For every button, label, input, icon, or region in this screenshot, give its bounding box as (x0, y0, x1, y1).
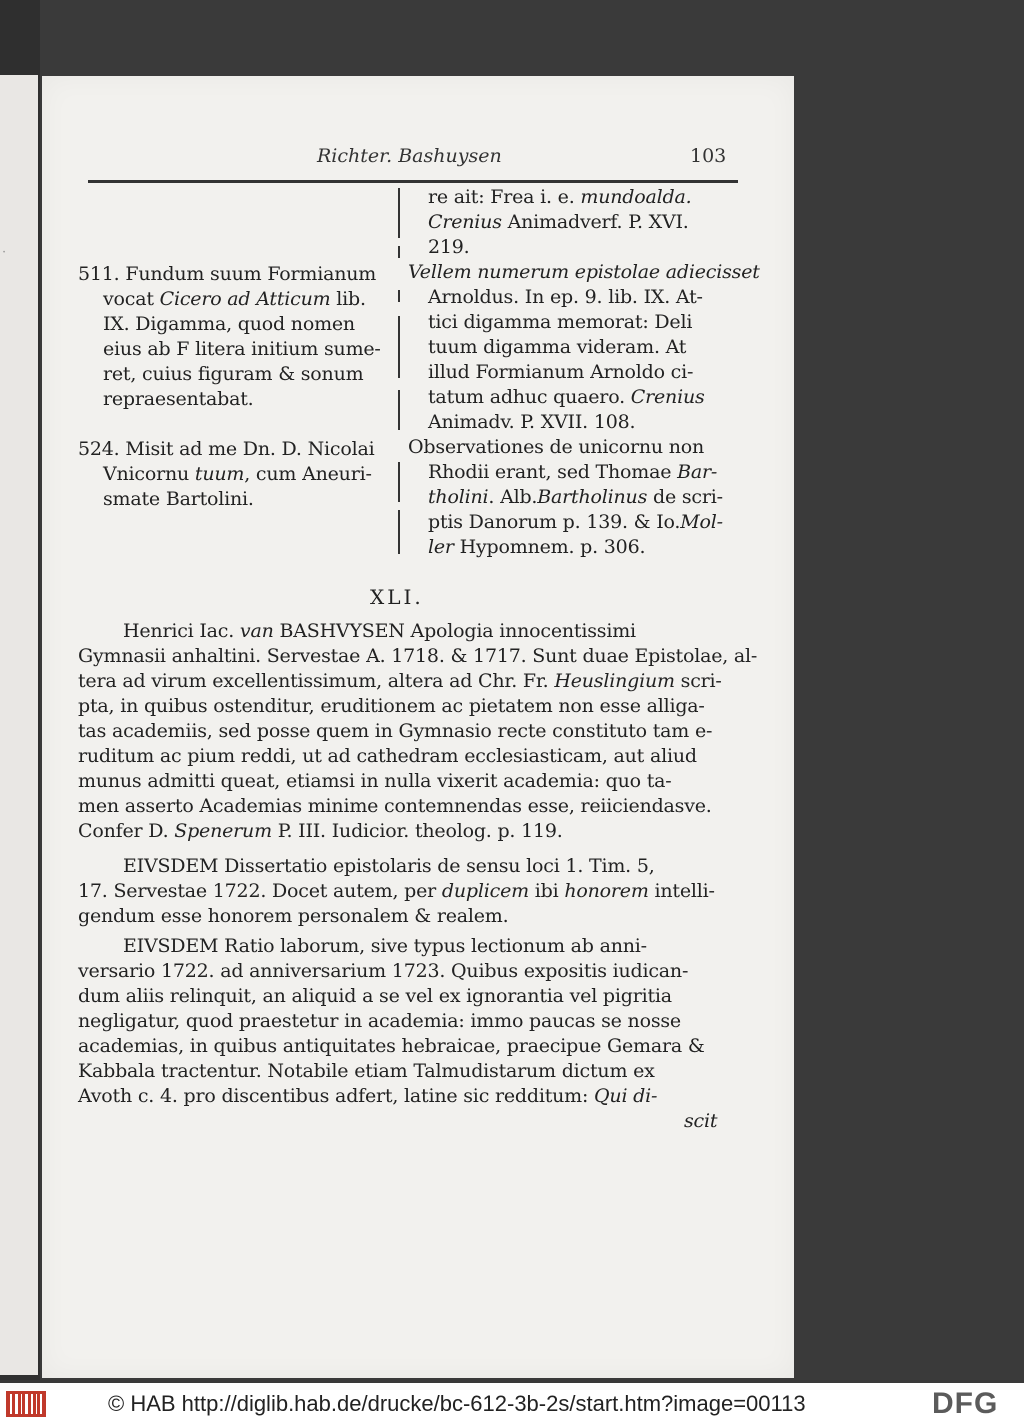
body-line: negligatur, quod praestetur in academia: immo paucas se nosse (78, 1010, 681, 1032)
note-524-line: Vnicornu tuum, cum Aneuri- (103, 463, 372, 485)
body-line: pta, in quibus ostenditur, eruditionem ac pietatem non esse alliga- (78, 695, 705, 717)
body-line: Avoth c. 4. pro discentibus adfert, latine sic redditum: Qui di- (78, 1085, 658, 1107)
header-rule (88, 180, 738, 183)
annotation-line: Animadv. P. XVII. 108. (428, 411, 636, 433)
annotation-line: tatum adhuc quaero. Crenius (428, 386, 705, 408)
annotation-line: ler Hypomnem. p. 306. (428, 536, 646, 558)
body-line: versario 1722. ad anniversarium 1723. Quibus expositis iudican- (78, 960, 689, 982)
note-511-line: repraesentabat. (103, 388, 254, 410)
note-524-line: 524. Misit ad me Dn. D. Nicolai (78, 438, 375, 460)
running-title: Richter. Bashuysen (317, 145, 502, 167)
note-511-line: 511. Fundum suum Formianum (78, 263, 377, 285)
body-line: Kabbala tractentur. Notabile etiam Talmudistarum dictum ex (78, 1060, 655, 1082)
annotation-line: 219. (428, 236, 470, 258)
body-line: dum aliis relinquit, an aliquid a se vel ex ignorantia vel pigritia (78, 985, 672, 1007)
column-divider (398, 188, 400, 238)
body-line: EIVSDEM Dissertatio epistolaris de sensu loci 1. Tim. 5, (123, 855, 655, 877)
column-divider (398, 510, 400, 554)
body-line: gendum esse honorem personalem & realem. (78, 905, 509, 927)
note-524-line: smate Bartolini. (103, 488, 254, 510)
annotation-line: ptis Danorum p. 139. & Io.Mol- (428, 511, 723, 533)
annotation-line: tici digamma memorat: Deli (428, 311, 693, 333)
column-divider (398, 290, 400, 302)
body-line: Confer D. Spenerum P. III. Iudicior. theolog. p. 119. (78, 820, 563, 842)
viewer-footer (0, 1383, 1024, 1425)
annotation-line: Crenius Animadverf. P. XVI. (428, 211, 689, 233)
annotation-line: Observationes de unicornu non (408, 436, 705, 458)
note-511-line: ret, cuius figuram & sonum (103, 363, 364, 385)
body-line: ruditum ac pium reddi, ut ad cathedram ecclesiasticam, aut aliud (78, 745, 697, 767)
annotation-line: illud Formianum Arnoldo ci- (428, 361, 694, 383)
adjacent-page-edge: · (0, 75, 38, 1375)
section-heading: XLI. (370, 585, 424, 609)
note-511-line: vocat Cicero ad Atticum lib. (103, 288, 366, 310)
annotation-line: Arnoldus. In ep. 9. lib. IX. At- (428, 286, 703, 308)
annotation-line: Vellem numerum epistolae adiecisset (408, 261, 760, 283)
annotation-line: tholini. Alb.Bartholinus de scri- (428, 486, 723, 508)
note-511-line: IX. Digamma, quod nomen (103, 313, 355, 335)
body-line: academias, in quibus antiquitates hebraicae, praecipue Gemara & (78, 1035, 705, 1057)
annotation-line: tuum digamma videram. At (428, 336, 687, 358)
body-line: tera ad virum excellentissimum, altera ad Chr. Fr. Heuslingium scri- (78, 670, 722, 692)
column-divider (398, 316, 400, 378)
annotation-line: re ait: Frea i. e. mundoalda. (428, 186, 692, 208)
catchword: scit (684, 1110, 718, 1132)
body-line: munus admitti queat, etiamsi in nulla vixerit academia: quo ta- (78, 770, 672, 792)
annotation-line: Rhodii erant, sed Thomae Bar- (428, 461, 718, 483)
body-line: EIVSDEM Ratio laborum, sive typus lectionum ab anni- (123, 935, 647, 957)
note-511-line: eius ab F litera initium sume- (103, 338, 381, 360)
body-line: men asserto Academias minime contemnendas esse, reiiciendasve. (78, 795, 712, 817)
column-divider (398, 390, 400, 430)
source-link[interactable]: © HAB http://diglib.hab.de/drucke/bc-612-3b-2s/start.htm?image=00113 (108, 1391, 806, 1416)
page-number: 103 (690, 145, 727, 167)
dfg-logo: DFG (932, 1387, 999, 1420)
barcode-icon (6, 1391, 46, 1417)
body-line: 17. Servestae 1722. Docet autem, per duplicem ibi honorem intelli- (78, 880, 715, 902)
body-line: tas academiis, sed posse quem in Gymnasio recte constituto tam e- (78, 720, 713, 742)
column-divider (398, 462, 400, 502)
body-line: Gymnasii anhaltini. Servestae A. 1718. & 1717. Sunt duae Epistolae, al- (78, 645, 758, 667)
column-divider (398, 246, 400, 258)
body-line: Henrici Iac. van BASHVYSEN Apologia innocentissimi (123, 620, 636, 642)
